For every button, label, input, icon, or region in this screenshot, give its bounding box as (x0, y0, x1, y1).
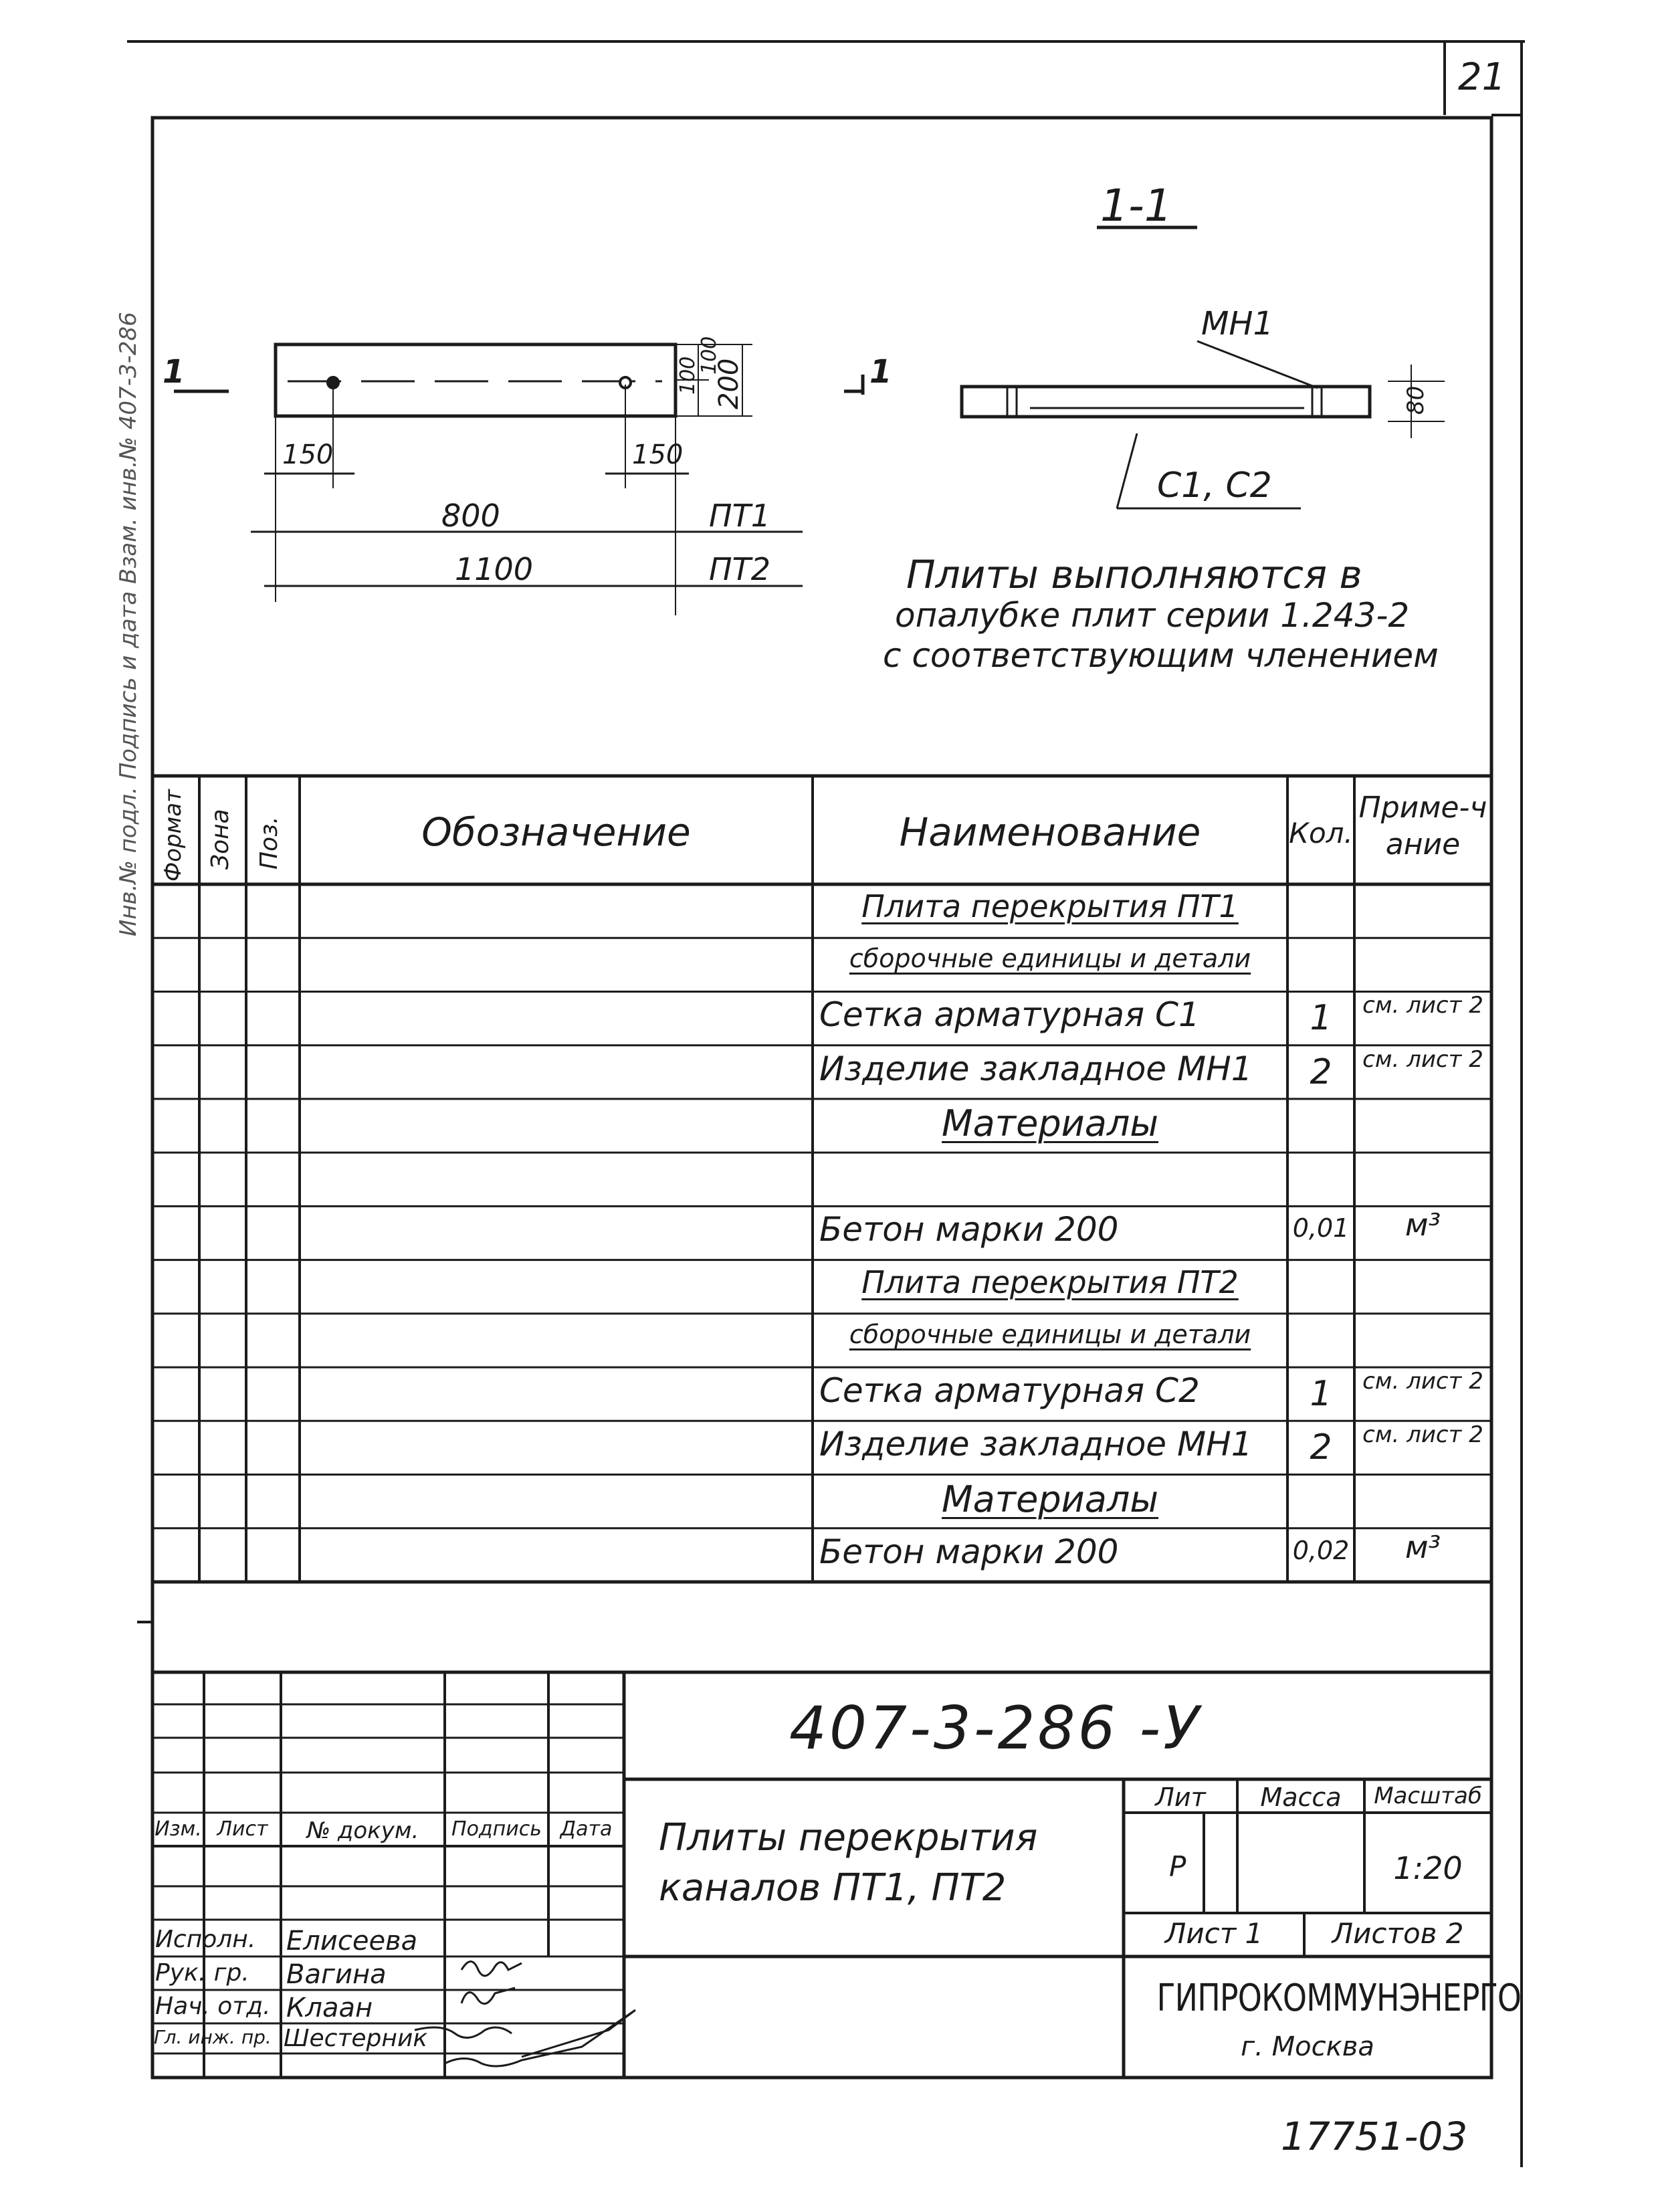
table-row (0, 991, 1658, 1045)
row-name: Плита перекрытия ПТ1 (861, 888, 1239, 924)
table-row (0, 884, 1658, 938)
title-line-2: каналов ПТ1, ПТ2 (659, 1866, 1007, 1910)
row-note: м³ (1405, 1207, 1441, 1243)
mass-label: Масса (1260, 1783, 1342, 1812)
row-note: см. лист 2 (1362, 1368, 1483, 1395)
row-name: Сетка арматурная С2 (819, 1371, 1200, 1411)
row-qty: 2 (1310, 1427, 1332, 1468)
header-qty: Кол. (1289, 817, 1353, 849)
section-title: 1-1 (1100, 180, 1172, 231)
organization-name: ГИПРОКОММУНЭНЕРГО (1156, 1977, 1522, 2020)
row-name: Материалы (942, 1102, 1158, 1144)
role-2: Рук. гр. (155, 1959, 249, 1987)
scale-value: 1:20 (1393, 1850, 1463, 1886)
dim-pt2: ПТ2 (709, 551, 770, 587)
row-qty: 1 (1310, 998, 1332, 1039)
col-izm: Изм. (154, 1817, 202, 1841)
row-name: Изделие закладное МН1 (819, 1425, 1253, 1464)
vertical-margin-text: Инв.№ подл. Подпись и дата Взам. инв.№ 407-3-286 (115, 312, 142, 936)
table-row (0, 1206, 1658, 1260)
lit-value: Р (1169, 1850, 1186, 1883)
page-number: 21 (1458, 56, 1506, 99)
table-row (0, 938, 1658, 991)
row-qty: 1 (1310, 1374, 1332, 1415)
row-name: Изделие закладное МН1 (819, 1049, 1253, 1088)
section-marker-left: 1 (163, 353, 185, 391)
row-qty: 0,02 (1292, 1535, 1350, 1565)
signatures (415, 1962, 635, 2067)
lit-label: Лит (1155, 1783, 1206, 1812)
header-format: Формат (160, 789, 187, 882)
table-row (0, 1152, 1658, 1206)
person-3: Клаан (286, 1993, 373, 2023)
dim-1100: 1100 (455, 551, 534, 587)
dim-800: 800 (441, 498, 500, 534)
row-name: сборочные единицы и детали (849, 944, 1251, 974)
note-line-1: Плиты выполняются в (906, 552, 1362, 597)
role-1: Исполн. (155, 1926, 256, 1953)
table-row (0, 1421, 1658, 1474)
archive-number: 17751-03 (1281, 2114, 1468, 2159)
table-row (0, 1475, 1658, 1528)
row-note: см. лист 2 (1362, 992, 1483, 1019)
row-name: Сетка арматурная С1 (819, 995, 1200, 1035)
col-list: Лист (217, 1817, 268, 1841)
sheet-count: Листов 2 (1332, 1917, 1464, 1950)
person-4: Шестерник (284, 2025, 428, 2052)
organization-city: г. Москва (1241, 2031, 1374, 2062)
row-qty: 0,01 (1292, 1213, 1350, 1243)
label-c1-c2: С1, С2 (1157, 466, 1272, 506)
person-1: Елисеева (286, 1926, 418, 1956)
sheet-number: Лист 1 (1164, 1917, 1263, 1950)
col-date: Дата (560, 1817, 613, 1841)
row-name: сборочные единицы и детали (849, 1319, 1251, 1349)
row-note: м³ (1405, 1528, 1441, 1565)
header-name: Наименование (899, 809, 1201, 855)
header-designation: Обозначение (421, 809, 691, 855)
table-row (0, 1045, 1658, 1099)
row-name: Материалы (942, 1478, 1158, 1520)
document-code: 407-3-286 -У (789, 1694, 1202, 1763)
dim-200: 200 (714, 358, 744, 409)
label-mn1: МН1 (1201, 305, 1274, 342)
row-name: Бетон марки 200 (819, 1210, 1119, 1249)
table-row (0, 1260, 1658, 1314)
title-line-1: Плиты перекрытия (659, 1816, 1038, 1859)
dim-150-right: 150 (632, 439, 684, 470)
table-row (0, 1528, 1658, 1582)
role-4: Гл. инж. пр. (154, 2026, 272, 2048)
header-note: Приме-чание (1358, 791, 1487, 862)
section-marker-right: 1 (869, 353, 892, 391)
scale-label: Масштаб (1374, 1783, 1482, 1809)
col-doc: № докум. (306, 1817, 419, 1844)
table-row (0, 1367, 1658, 1421)
row-name: Плита перекрытия ПТ2 (861, 1264, 1239, 1300)
dim-100-a: 100 (676, 356, 700, 395)
role-3: Нач. отд. (155, 1993, 271, 2020)
dim-80: 80 (1403, 385, 1429, 415)
col-sign: Подпись (451, 1817, 542, 1841)
row-note: см. лист 2 (1362, 1045, 1483, 1073)
row-qty: 2 (1310, 1051, 1332, 1092)
table-row (0, 1314, 1658, 1367)
dim-150-left: 150 (282, 439, 334, 470)
dim-100-b: 100 (698, 336, 721, 375)
row-name: Бетон марки 200 (819, 1532, 1119, 1571)
note-line-2: опалубке плит серии 1.243-2 (895, 596, 1410, 635)
header-zone: Зона (207, 809, 234, 870)
header-pos: Поз. (255, 816, 283, 870)
dim-pt1: ПТ1 (709, 498, 770, 534)
person-2: Вагина (286, 1959, 387, 1990)
row-note: см. лист 2 (1362, 1421, 1483, 1449)
note-line-3: с соответствующим членением (883, 636, 1439, 675)
table-row (0, 1099, 1658, 1152)
